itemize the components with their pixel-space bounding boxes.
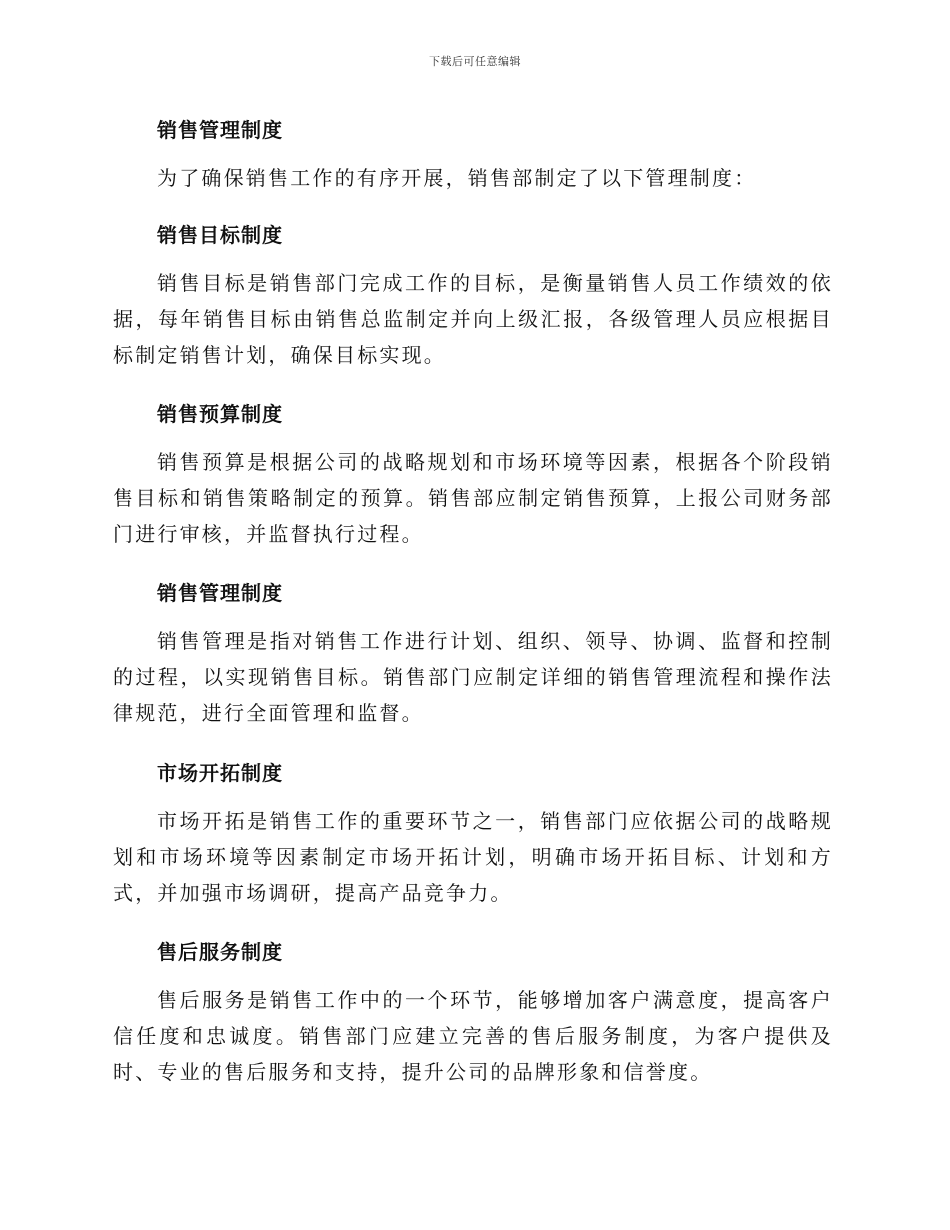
section-body: 销售管理是指对销售工作进行计划、组织、领导、协调、监督和控制的过程，以实现销售目标。销售部门应制定详细的销售管理流程和操作法律规范，进行全面管理和监督。 [113, 629, 833, 725]
section-heading: 销售管理制度 [157, 581, 283, 605]
section-body: 市场开拓是销售工作的重要环节之一，销售部门应依据公司的战略规划和市场环境等因素制定市场开拓计划，明确市场开拓目标、计划和方式，并加强市场调研，提高产品竞争力。 [113, 809, 833, 905]
document-title: 销售管理制度 [157, 118, 283, 142]
section-body: 售后服务是销售工作中的一个环节，能够增加客户满意度，提高客户信任度和忠诚度。销售部门应建立完善的售后服务制度，为客户提供及时、专业的售后服务和支持，提升公司的品牌形象和信誉度。 [113, 988, 833, 1084]
intro-paragraph: 为了确保销售工作的有序开展，销售部制定了以下管理制度： [157, 166, 757, 190]
section-heading: 售后服务制度 [157, 940, 283, 964]
section-heading: 市场开拓制度 [157, 761, 283, 785]
section-heading: 销售目标制度 [157, 223, 283, 247]
section-body: 销售目标是销售部门完成工作的目标，是衡量销售人员工作绩效的依据，每年销售目标由销售总监制定并向上级汇报，各级管理人员应根据目标制定销售计划，确保目标实现。 [113, 271, 833, 367]
header-note: 下载后可任意编辑 [429, 55, 521, 68]
section-body: 销售预算是根据公司的战略规划和市场环境等因素，根据各个阶段销售目标和销售策略制定的预算。销售部应制定销售预算，上报公司财务部门进行审核，并监督执行过程。 [113, 450, 833, 546]
section-heading: 销售预算制度 [157, 402, 283, 426]
